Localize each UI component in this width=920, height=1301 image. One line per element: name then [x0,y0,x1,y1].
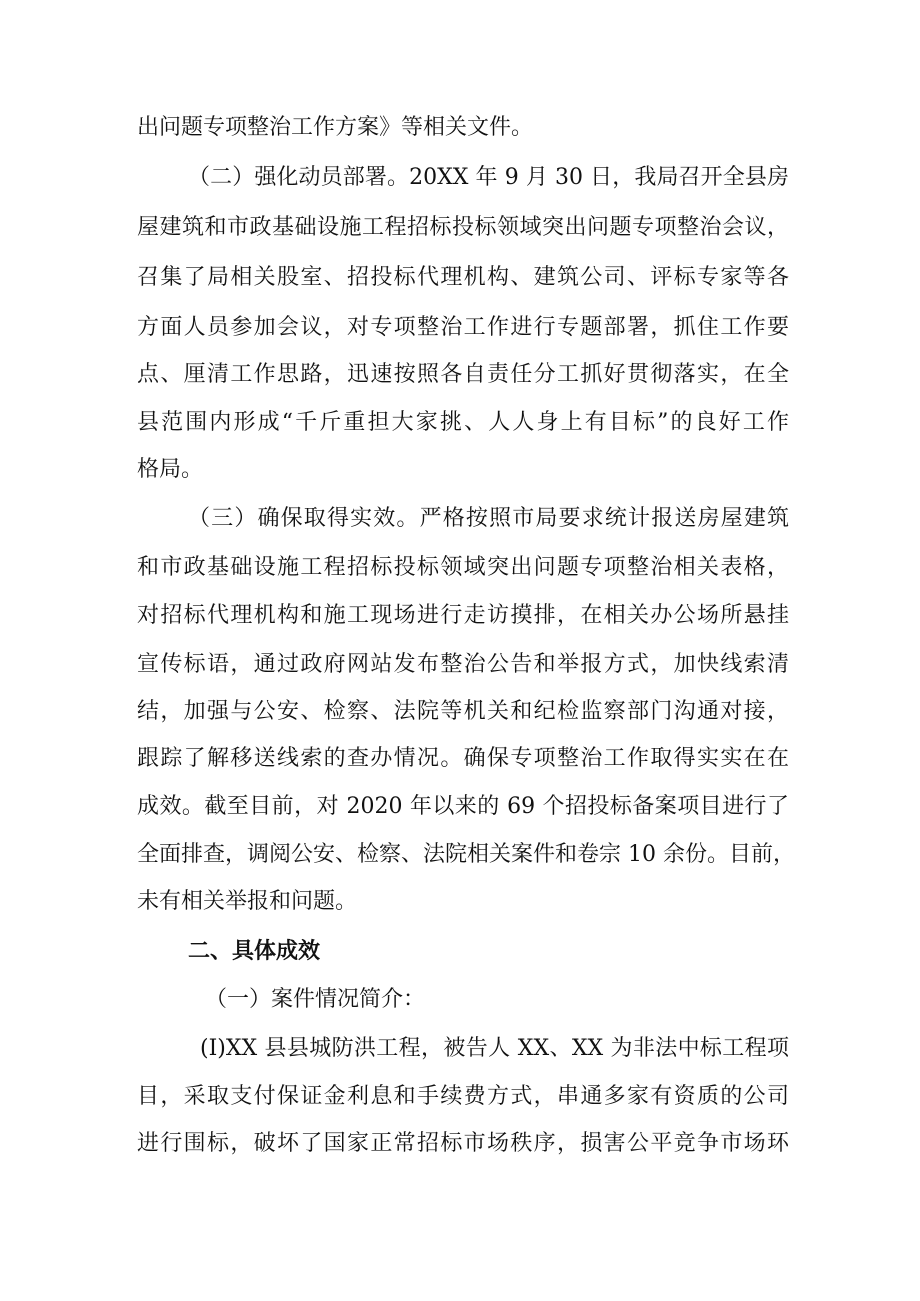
paragraph-line: 和市政基础设施工程招标投标领域突出问题专项整治相关表格， [137,555,789,580]
paragraph-line: (I)XX 县县城防洪工程，被告人 XX、XX 为非法中标工程项 [200,1036,789,1061]
paragraph-line: 出问题专项整治工作方案》等相关文件。 [137,115,534,140]
paragraph-line: 点、厘清工作思路，迅速按照各自责任分工抓好贯彻落实，在全 [137,362,789,387]
paragraph-line: 召集了局相关股室、招投标代理机构、建筑公司、评标专家等各 [137,265,789,290]
paragraph-line: 未有相关举报和问题。 [137,889,358,914]
paragraph-line: （三）确保取得实效。严格按照市局要求统计报送房屋建筑 [188,506,789,531]
paragraph-line: 成效。截至目前，对 2020 年以来的 69 个招投标备案项目进行了 [137,794,789,819]
paragraph-line: （二）强化动员部署。20XX 年 9 月 30 日，我局召开全县房 [188,165,789,190]
paragraph-line: 进行围标，破坏了国家正常招标市场秩序，损害公平竞争市场环 [137,1131,789,1156]
paragraph-line: 跟踪了解移送线索的查办情况。确保专项整治工作取得实实在在 [137,746,789,771]
paragraph-line: 结，加强与公安、检察、法院等机关和纪检监察部门沟通对接， [137,699,789,724]
subsection-heading: （一）案件情况简介： [205,987,426,1012]
paragraph-line: 屋建筑和市政基础设施工程招标投标领域突出问题专项整治会议， [137,215,789,240]
paragraph-line: 宣传标语，通过政府网站发布整治公告和举报方式，加快线索清 [137,652,789,677]
section-heading: 二、具体成效 [188,939,321,964]
paragraph-line: 对招标代理机构和施工现场进行走访摸排，在相关办公场所悬挂 [137,603,789,628]
paragraph-line: 格局。 [137,457,204,482]
paragraph-line: 县范围内形成“千斤重担大家挑、人人身上有目标”的良好工作 [137,410,789,435]
paragraph-line: 全面排查，调阅公安、检察、法院相关案件和卷宗 10 余份。目前， [137,842,795,867]
paragraph-line: 方面人员参加会议，对专项整治工作进行专题部署，抓住工作要 [137,315,789,340]
paragraph-line: 目，采取支付保证金利息和手续费方式，串通多家有资质的公司 [137,1084,789,1109]
